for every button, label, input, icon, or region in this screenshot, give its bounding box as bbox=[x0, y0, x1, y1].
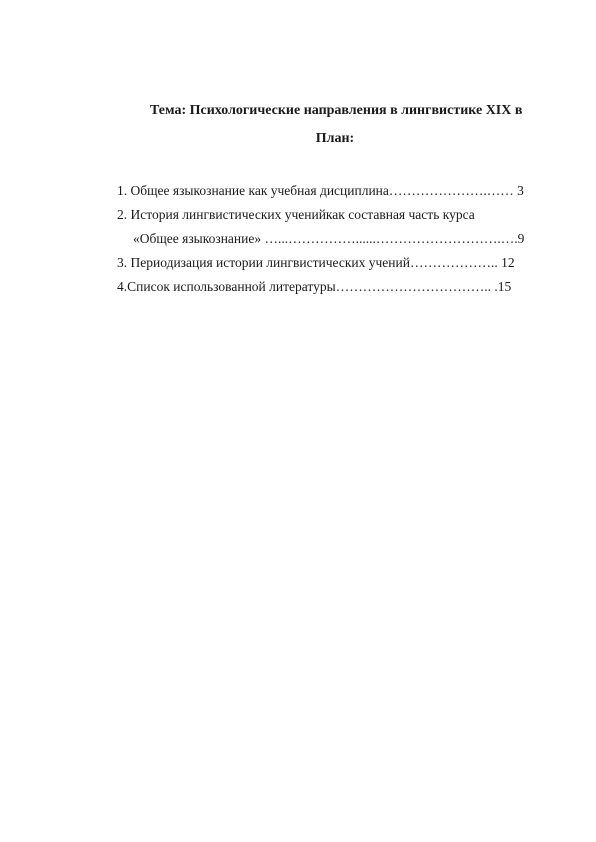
toc-item-1: 1. Общее языкознание как учебная дисциплина………………….…… 3 bbox=[117, 183, 524, 198]
document-title: Тема: Психологические направления в лингвистике XIX в bbox=[150, 103, 523, 118]
toc-item-2-continuation: «Общее языкознание» …...……………......……………………….….9 bbox=[133, 231, 525, 246]
table-of-contents bbox=[117, 179, 524, 299]
toc-item-4: 4.Список использованной литературы…………………………….. .15 bbox=[117, 279, 512, 294]
plan-heading: План: bbox=[315, 131, 355, 146]
toc-item-3: 3. Периодизация истории лингвистических учений……………….. 12 bbox=[117, 255, 515, 270]
toc-item-2: 2. История лингвистических ученийкак составная часть курса bbox=[117, 207, 475, 222]
